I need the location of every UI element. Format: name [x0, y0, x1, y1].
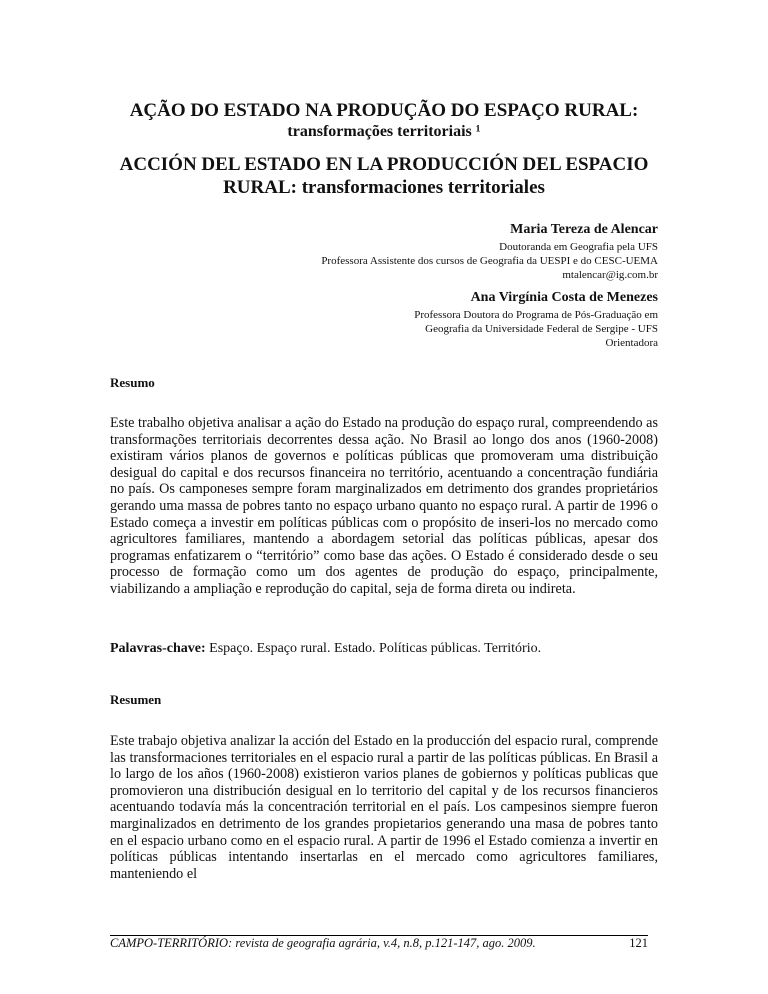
title-spanish-line2: RURAL: transformaciones territoriales — [223, 177, 545, 198]
resumen-paragraph: Este trabajo objetiva analizar la acción del Estado en la producción del espacio rural, comprende las transformaciones territoriales en el espacio rural a partir de las políticas públicas. En Brasil a lo largo de los años (1960-2008) existieron varios planes de gobiernos y políticas publicas que promovieron una distribución desigual en lo territorio del capital y de los recursos financieros acentuando todavía más la concentración territorial en el país. Los campesinos siempre fueron marginalizados en detrimento de los grandes propietarios generando una masa de pobres tanto en el espacio urbano como en el espacio rural. A partir de 1996 el Estado comienza a invertir en políticas públicas intentando insertarlas en el mercado como agricultores familiares, manteniendo el — [110, 733, 658, 882]
journal-footer: CAMPO-TERRITÓRIO: revista de geografia agrária, v.4, n.8, p.121-147, ago. 2009. — [110, 936, 536, 950]
resumen-heading: Resumen — [110, 692, 162, 707]
keywords — [110, 641, 658, 657]
author-2-affiliation-1: Professora Doutora do Programa de Pós-Graduação em — [414, 309, 658, 321]
author-2-affiliation-2: Geografia da Universidade Federal de Sergipe - UFS — [425, 323, 658, 335]
resumo-heading: Resumo — [110, 375, 155, 390]
resumo-paragraph: Este trabalho objetiva analisar a ação do Estado na produção do espaço rural, compreendendo as transformações territoriais decorrentes dessa ação. No Brasil ao longo dos anos (1960-2008) existiram vários planos de governos e políticas públicas que promoveram uma distribuição desigual do capital e dos recursos financeira no território, acentuando a concentração fundiária no país. Os camponeses sempre foram marginalizados em detrimento dos grandes proprietários gerando uma massa de pobres tanto no espaço urbano quanto no espaço rural. A partir de 1996 o Estado começa a investir em políticas públicas com o propósito de inseri-los no mercado como agricultores familiares, mantendo a abordagem setorial das políticas públicas, apesar dos programas enfatizarem o “território” como base das ações. O Estado é considerado desde o seu processo de formação como um dos agentes de produção do espaço, principalmente, viabilizando a ampliação e reprodução do capital, seja de forma direta ou indireta. — [110, 415, 658, 597]
author-1-affiliation-1: Doutoranda em Geografia pela UFS — [499, 241, 658, 253]
author-2-affiliation-3: Orientadora — [605, 337, 658, 349]
author-2-name: Ana Virgínia Costa de Menezes — [470, 290, 658, 305]
title-spanish — [110, 153, 658, 199]
keywords-label: Palavras-chave: — [110, 641, 206, 656]
title-portuguese: AÇÃO DO ESTADO NA PRODUÇÃO DO ESPAÇO RURAL: — [129, 100, 639, 121]
author-1-name: Maria Tereza de Alencar — [510, 222, 658, 237]
page-number: 121 — [629, 936, 648, 950]
title-spanish-line1: ACCIÓN DEL ESTADO EN LA PRODUCCIÓN DEL ESPACIO — [119, 154, 649, 175]
keywords-text: Espaço. Espaço rural. Estado. Políticas públicas. Território. — [205, 641, 542, 656]
author-1-affiliation-2: Professora Assistente dos cursos de Geografia da UESPI e do CESC-UEMA — [321, 255, 658, 267]
author-1-email: mtalencar@ig.com.br — [562, 269, 658, 281]
subtitle-portuguese: transformações territoriais ¹ — [287, 123, 481, 140]
